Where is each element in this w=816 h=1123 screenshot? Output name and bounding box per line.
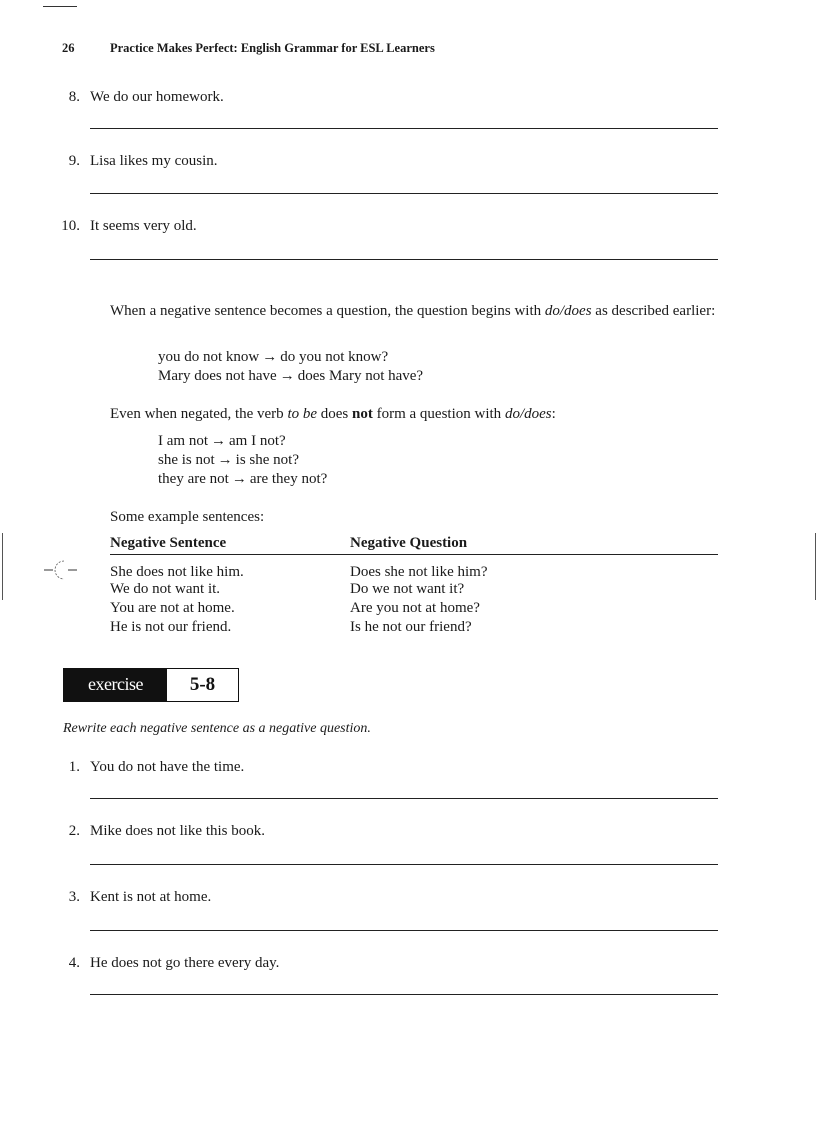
item-number: 2. [68, 823, 80, 839]
italic-term: do/does [544, 303, 592, 319]
example-line [158, 452, 299, 469]
italic-term: do/does [504, 406, 552, 422]
answer-line [90, 994, 718, 995]
paragraph-text: : [551, 406, 556, 422]
table-divider [110, 554, 718, 555]
arrow-icon: → [211, 433, 226, 449]
example-statement: they are not [158, 471, 229, 487]
answer-line [90, 930, 718, 931]
example-statement: you do not know [158, 349, 260, 365]
example-line [158, 349, 388, 366]
answer-line [90, 128, 718, 129]
page-number: 26 [62, 41, 75, 55]
arrow-icon: → [231, 471, 247, 487]
example-question: does Mary not have? [297, 368, 424, 384]
item-sentence: You do not have the time. [90, 759, 245, 775]
table-cell-question: Are you not at home? [350, 600, 480, 616]
running-header [62, 41, 435, 56]
item-number: 4. [68, 955, 80, 971]
example-question: are they not? [249, 471, 328, 487]
item-number: 8. [68, 89, 80, 105]
item-number: 3. [68, 889, 80, 905]
item-number: 10. [61, 218, 80, 234]
arrow-icon: → [217, 452, 233, 468]
example-question: do you not know? [280, 349, 389, 365]
paragraph-text: Even when negated, the verb [110, 406, 288, 422]
arrow-icon: → [279, 368, 295, 384]
table-cell-sentence: You are not at home. [110, 600, 235, 616]
table-cell-sentence: He is not our friend. [110, 619, 232, 635]
table-header-negative-question: Negative Question [350, 535, 468, 551]
item-number: 1. [68, 759, 80, 775]
item-sentence: It seems very old. [90, 218, 197, 234]
binding-rule-left [2, 533, 3, 600]
exercise-label: exercise [64, 669, 167, 701]
example-statement: she is not [158, 452, 215, 468]
exercise-instruction: Rewrite each negative sentence as a negative question. [63, 721, 371, 736]
table-cell-question: Does she not like him? [350, 564, 488, 580]
arrow-icon: → [262, 349, 278, 365]
item-sentence: Lisa likes my cousin. [90, 153, 218, 169]
example-line [158, 433, 286, 450]
example-line [158, 471, 327, 488]
example-question: am I not? [229, 433, 286, 449]
example-line [158, 368, 423, 385]
table-cell-question: Is he not our friend? [350, 619, 472, 635]
exercise-number: 5-8 [189, 674, 216, 695]
table-cell-question: Do we not want it? [350, 581, 465, 597]
item-sentence: Kent is not at home. [90, 889, 212, 905]
crop-mark-top [43, 6, 77, 7]
paragraph-text: does [317, 406, 353, 422]
bold-term: not [352, 406, 373, 422]
italic-term: to be [287, 406, 318, 422]
explanation-paragraph [110, 302, 718, 321]
answer-line [90, 864, 718, 865]
registration-mark-icon [44, 558, 78, 582]
item-sentence: We do our homework. [90, 89, 224, 105]
item-sentence: He does not go there every day. [90, 955, 280, 971]
table-cell-sentence: She does not like him. [110, 564, 244, 580]
explanation-paragraph [110, 405, 718, 424]
table-cell-sentence: We do not want it. [110, 581, 221, 597]
paragraph-text: When a negative sentence becomes a question, the question begins with [110, 303, 545, 319]
answer-line [90, 798, 718, 799]
paragraph-text: form a question with [372, 406, 505, 422]
example-statement: Mary does not have [158, 368, 277, 384]
answer-line [90, 193, 718, 194]
paragraph-text: as described earlier: [591, 303, 716, 319]
book-title: Practice Makes Perfect: English Grammar for ESL Learners [110, 41, 435, 55]
table-header-negative-sentence: Negative Sentence [110, 535, 227, 551]
answer-line [90, 259, 718, 260]
example-statement: I am not [158, 433, 208, 449]
exercise-heading [63, 668, 239, 702]
example-question: is she not? [235, 452, 299, 468]
explanation-paragraph: Some example sentences: [110, 509, 265, 525]
item-number: 9. [68, 153, 80, 169]
item-sentence: Mike does not like this book. [90, 823, 265, 839]
